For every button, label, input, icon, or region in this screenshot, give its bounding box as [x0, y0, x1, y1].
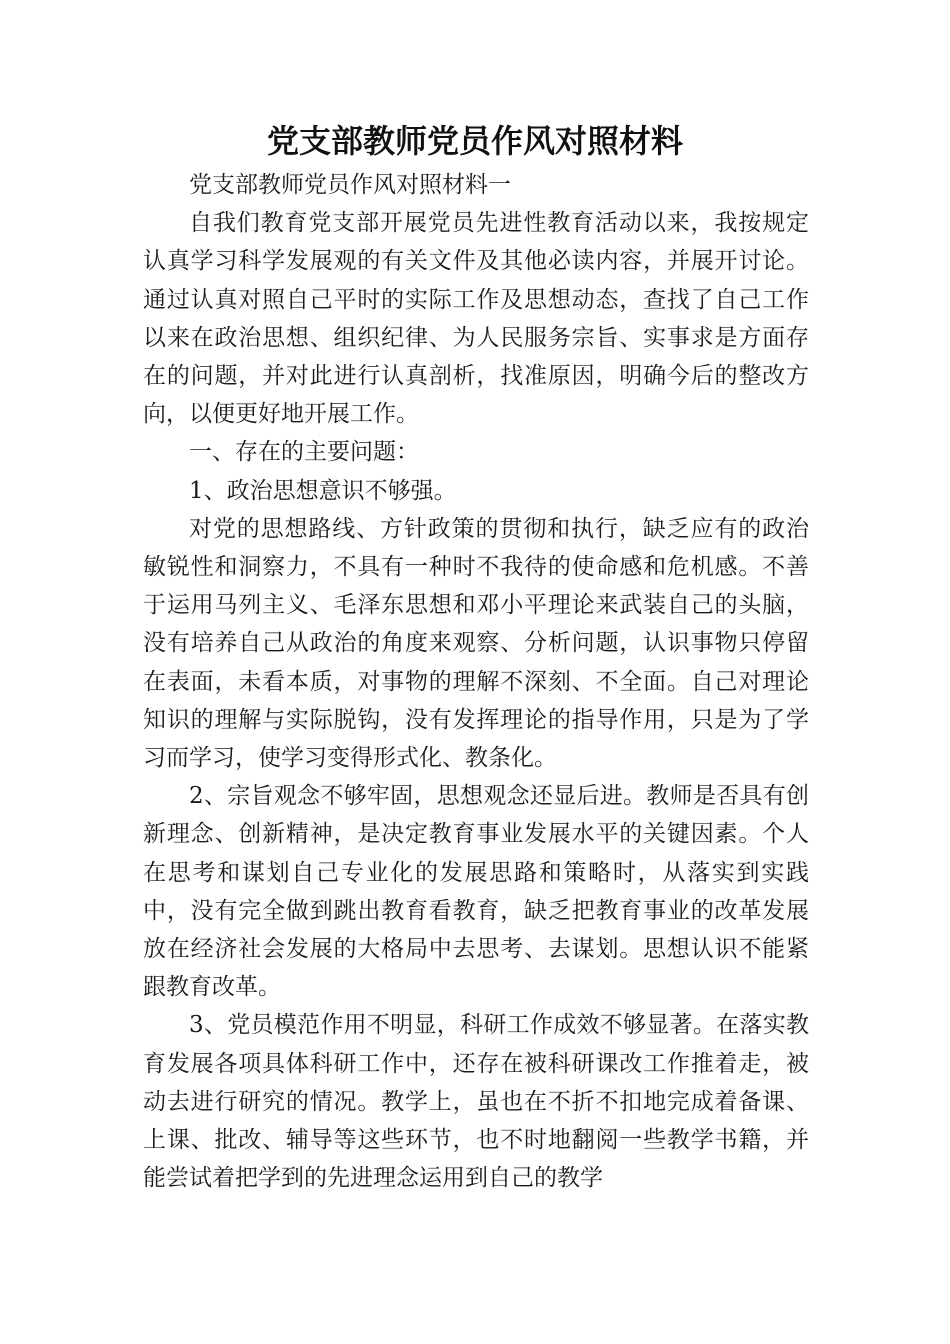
item-paragraph-3: 3、党员模范作用不明显，科研工作成效不够显著。在落实教育发展各项具体科研工作中，还存在被科研课改工作推着走，被动去进行研究的情况。教学上，虽也在不折不扣地完成着备课、上课、批改、辅导等这些环节，也不时地翻阅一些教学书籍，并能尝试着把学到的先进理念运用到自己的教学	[143, 1012, 809, 1192]
subtitle-paragraph: 党支部教师党员作风对照材料一	[189, 172, 511, 198]
document-body	[143, 166, 809, 1197]
document-title: 党支部教师党员作风对照材料	[266, 122, 683, 160]
item-heading-1: 1、政治思想意识不够强。	[189, 477, 457, 504]
intro-paragraph: 自我们教育党支部开展党员先进性教育活动以来，我按规定认真学习科学发展观的有关文件及其他必读内容，并展开讨论。通过认真对照自己平时的实际工作及思想动态，查找了自己工作以来在政治思想、组织纪律、为人民服务宗旨、实事求是方面存在的问题，并对此进行认真剖析，找准原因，明确今后的整改方向，以便更好地开展工作。	[143, 210, 809, 428]
section-heading-problems: 一、存在的主要问题：	[189, 439, 419, 466]
item-body-1: 对党的思想路线、方针政策的贯彻和执行，缺乏应有的政治敏锐性和洞察力，不具有一种时不我待的使命感和危机感。不善于运用马列主义、毛泽东思想和邓小平理论来武装自己的头脑，没有培养自己从政治的角度来观察、分析问题，认识事物只停留在表面，未看本质，对事物的理解不深刻、不全面。自己对理论知识的理解与实际脱钩，没有发挥理论的指导作用，只是为了学习而学习，使学习变得形式化、教条化。	[143, 515, 809, 772]
item-paragraph-2: 2、宗旨观念不够牢固，思想观念还显后进。教师是否具有创新理念、创新精神，是决定教育事业发展水平的关键因素。个人在思考和谋划自己专业化的发展思路和策略时，从落实到实践中，没有完全做到跳出教育看教育，缺乏把教育事业的改革发展放在经济社会发展的大格局中去思考、去谋划。思想认识不能紧跟教育改革。	[143, 783, 809, 1001]
